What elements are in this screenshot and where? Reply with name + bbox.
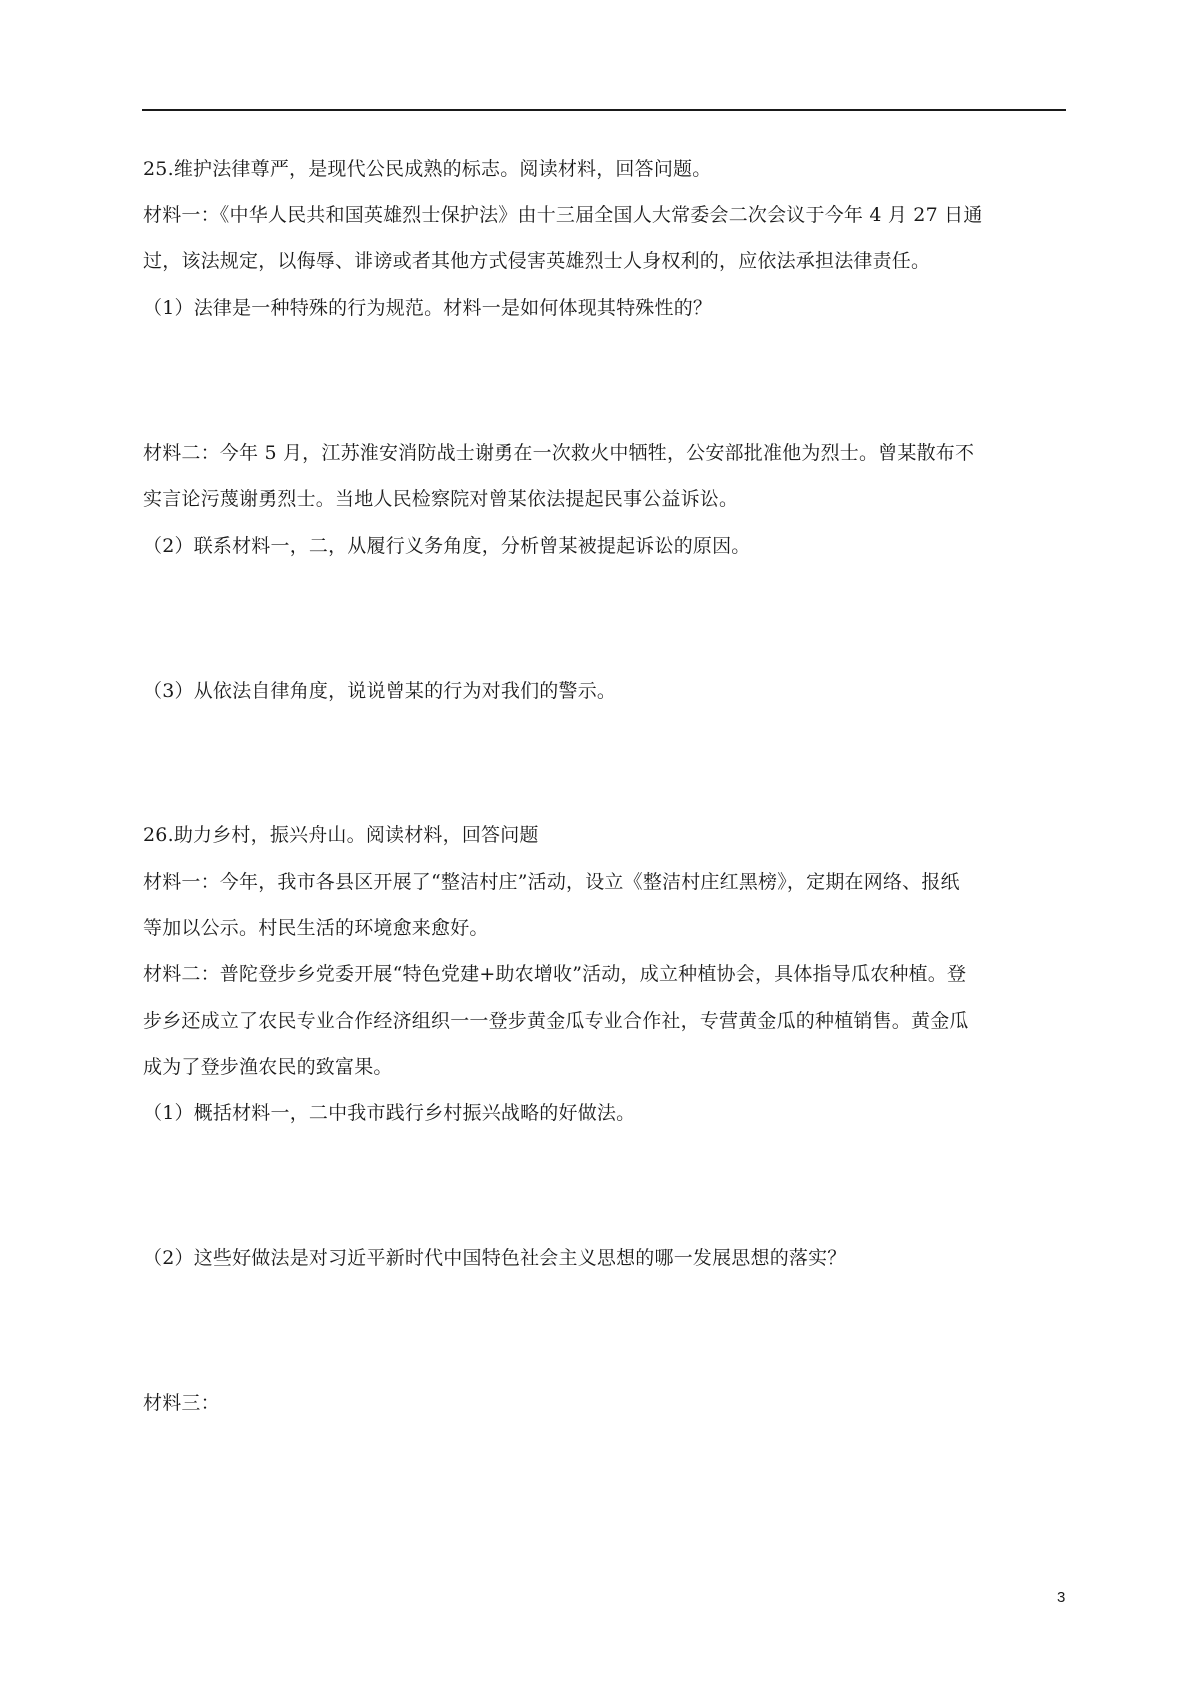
q26-material2-line3: 成为了登步渔农民的致富果。 <box>143 1056 393 1078</box>
q25-question2: （2）联系材料一，二，从履行义务角度，分析曾某被提起诉讼的原因。 <box>143 535 751 557</box>
q25-material2-line2: 实言论污蔑谢勇烈士。当地人民检察院对曾某依法提起民事公益诉讼。 <box>143 488 739 510</box>
q25-material1-line2: 过，该法规定，以侮辱、诽谤或者其他方式侵害英雄烈士人身权利的，应依法承担法律责任。 <box>143 250 931 272</box>
q25-question1: （1）法律是一种特殊的行为规范。材料一是如何体现其特殊性的？ <box>143 297 713 319</box>
q25-material2-line1: 材料二：今年 5 月，江苏淮安消防战士谢勇在一次救火中牺牲，公安部批准他为烈士。曾某散布不 <box>143 442 975 464</box>
q26-material2-line1: 材料二：普陀登步乡党委开展“特色党建+助农增收”活动，成立种植协会，具体指导瓜农种植。登 <box>143 963 967 985</box>
q25-question3: （3）从依法自律角度，说说曾某的行为对我们的警示。 <box>143 680 617 702</box>
q26-material3-label: 材料三： <box>143 1392 220 1414</box>
q25-title: 25.维护法律尊严，是现代公民成熟的标志。阅读材料，回答问题。 <box>143 158 712 180</box>
q26-material1-line2: 等加以公示。村民生活的环境愈来愈好。 <box>143 917 489 939</box>
q26-question1: （1）概括材料一，二中我市践行乡村振兴战略的好做法。 <box>143 1102 636 1124</box>
q26-material2-line2: 步乡还成立了农民专业合作经济组织一一登步黄金瓜专业合作社，专营黄金瓜的种植销售。黄金瓜 <box>143 1010 969 1032</box>
q26-material1-line1: 材料一：今年，我市各县区开展了“整洁村庄”活动，设立《整洁村庄红黑榜》，定期在网络、报纸 <box>143 871 960 893</box>
q26-question2: （2）这些好做法是对习近平新时代中国特色社会主义思想的哪一发展思想的落实？ <box>143 1247 847 1269</box>
q26-title: 26.助力乡村，振兴舟山。阅读材料，回答问题 <box>143 824 539 846</box>
q25-material1-line1: 材料一：《中华人民共和国英雄烈士保护法》由十三届全国人大常委会二次会议于今年 4 月 27 日通 <box>143 204 983 226</box>
page-number: 3 <box>1057 1589 1066 1606</box>
header-rule <box>142 109 1066 111</box>
